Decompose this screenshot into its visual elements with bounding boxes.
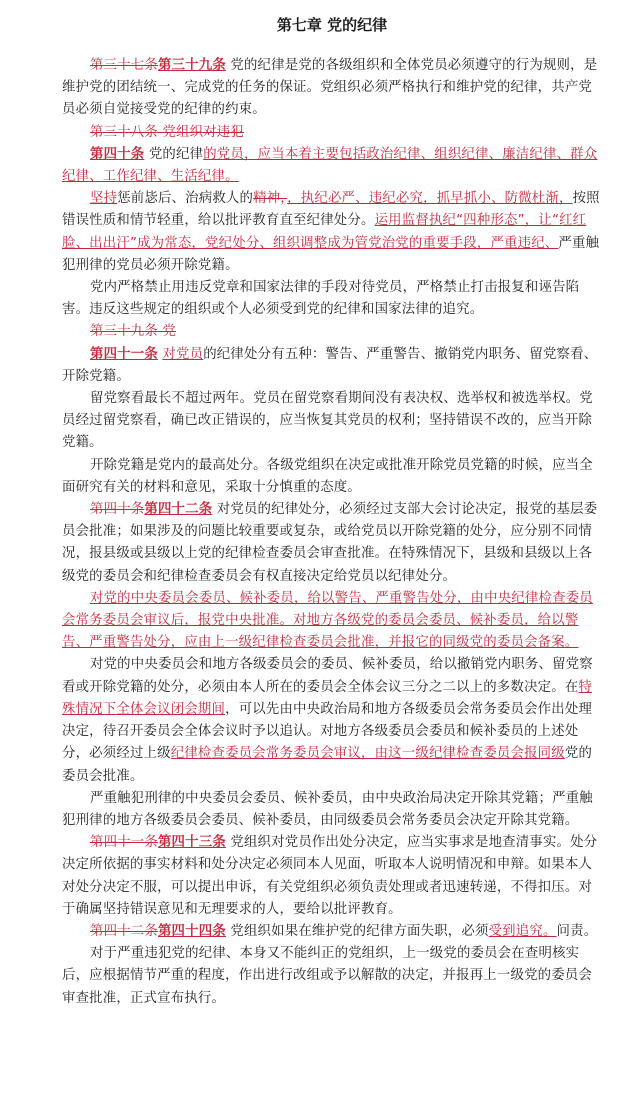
inserted-text: 纪律检查委员会常务委员会审议，由这一级纪律检查委员会报同级: [170, 746, 565, 762]
paragraph: [62, 144, 602, 188]
text-run: 党内严格禁止用违反党章和国家法律的手段对待党员，严格禁止打击报复和诬告陷害。违反这些规定的组织或个人必须受到党的纪律和国家法律的追究。: [62, 280, 580, 318]
text-run: 惩前毖后、治病救人的: [117, 191, 254, 207]
deleted-text: 第三十九条 党: [90, 324, 176, 340]
paragraph: [62, 277, 602, 321]
inserted-text: 对党的中央委员会委员、候补委员，给以警告、严重警告处分，由中央纪律检查委员会常务委员会审议后，报党中央批准。对地方各级党的委员会委员、候补委员，给以警告、严重警告处分，应由上一级纪律检查委员会批准，并报它的同级党的委员会备案。: [62, 590, 593, 651]
inserted-text: 特殊情况下: [62, 679, 593, 717]
paragraph: [62, 588, 602, 655]
text-run: 留党察看最长不超过两年。党员在留党察看期间没有表决权、选举权和被选举权。党员经过留党察看，确已改正错误的，应当恢复其党员的权利；坚持错误不改的，应当开除党籍。: [62, 391, 593, 451]
paragraph: [62, 122, 602, 144]
paragraph: [62, 321, 602, 343]
chapter-title: 第七章 党的纪律: [276, 16, 388, 34]
deleted-text: 第四十条: [90, 502, 145, 518]
paragraph: [62, 788, 602, 832]
text-run: 党组织对党员作出处分决定，应当实事求是地查清事实。处分决定所依据的事实材料和处分决定必须同本人见面，听取本人说明情况和申辩。如果本人对处分决定不服，可以提出申诉，有关党组织必须负责处理或者迅速转递，不得扣压。对于确属坚持错误意见和无理要求的人，要给以批评教育。: [62, 835, 598, 917]
inserted-text: 全体会议闭会期间: [116, 701, 226, 717]
text-run: ，可以先由中央政治局和地方各级委员会常务委员会作出处理决定，待召开委员会全体会议时予以追认。对地方各级委员会委员和候补委员的上述处分，必须经过上级: [62, 701, 593, 762]
deleted-text: 第三十七条: [90, 58, 158, 73]
text-run: 党的纪律是党的各级组织和全体党员必须遵守的行为规则，是维护党的团结统一、完成党的任务的保证。党组织必须严格执行和维护党的纪律，共产党员必须自觉接受党的纪律的约束。: [62, 58, 598, 118]
inserted-text: ，执纪必严、违纪必究，抓早抓小、防微杜渐，: [287, 191, 573, 207]
inserted-text: 第四十四条: [157, 923, 226, 939]
text-run: 党组织如果在维护党的纪律方面失职，必须: [225, 923, 489, 939]
paragraph: [62, 943, 602, 1010]
inserted-text: 受到追究。: [488, 923, 557, 939]
text-run: 对党的中央委员会和地方各级委员会的委员、候补委员，给以撤销党内职务、留党察看或开除党籍的处分，必须由本人所在的委员会全体会议三分之二以上的多数决定。在: [62, 657, 593, 695]
paragraph: [62, 388, 602, 455]
text-run: 党的纪律: [144, 146, 204, 162]
paragraph: [62, 344, 602, 388]
inserted-text: 对党员: [162, 346, 204, 362]
inserted-text: 第四十三条: [157, 835, 226, 851]
deleted-text: 第四十一条: [90, 835, 158, 851]
deleted-text: 第四十二条: [90, 923, 158, 939]
paragraph: [62, 55, 602, 122]
paragraph: [62, 499, 602, 588]
text-run: 的纪律处分有五种：警告、严重警告、撤销党内职务、留党察看、开除党籍。: [62, 346, 598, 384]
text-run: 问责。: [556, 923, 598, 939]
inserted-text: 第四十二条: [144, 502, 213, 518]
paragraph: [62, 654, 602, 787]
inserted-text: 第三十九条: [157, 58, 226, 73]
text-run: 开除党籍是党内的最高处分。各级党组织在决定或批准开除党员党籍的时候，应当全面研究有关的材料和意见，采取十分慎重的态度。: [62, 457, 593, 495]
inserted-text: 运用监督执纪“四种形态”，让“红红脸、出出汗”成为常态，党纪处分、组织调整成为管党治党的重要手段，严重违纪、: [62, 213, 587, 251]
text-run: 严重触犯刑律的党员必须开除党籍。: [62, 235, 600, 273]
paragraph: [62, 455, 602, 499]
text-run: 对于严重违犯党的纪律、本身又不能纠正的党组织，上一级党的委员会在查明核实后，应根据情节严重的程度，作出进行改组或予以解散的决定，并报再上一级党的委员会审查批准，正式宣布执行。: [62, 946, 593, 1006]
document-body: [62, 55, 602, 1010]
text-run: 严重触犯刑律的中央委员会委员、候补委员，由中央政治局决定开除其党籍；严重触犯刑律的地方各级委员会委员、候补委员，由同级委员会常务委员会决定开除其党籍。: [62, 790, 593, 828]
deleted-text: 第三十八条 党组织对违犯: [90, 124, 244, 140]
text-run: 对党员的纪律处分，必须经过支部大会讨论决定，报党的基层委员会批准；如果涉及的问题比较重要或复杂，或给党员以开除党籍的处分，应分别不同情况，报县级或县级以上党的纪律检查委员会审查批准。在特殊情况下，县级和县级以上各级党的委员会和纪律检查委员会有权直接决定给党员以纪律处分。: [62, 502, 598, 584]
text-run: 党的委员会批准。: [62, 746, 593, 784]
paragraph: [62, 832, 602, 921]
paragraph: [62, 921, 602, 943]
deleted-text: 精神，: [253, 191, 288, 207]
inserted-text: 坚持: [90, 191, 118, 207]
inserted-text: 第四十条: [90, 146, 145, 162]
text-run: 按照错误性质和情节轻重，给以批评教育直至纪律处分。: [62, 191, 600, 229]
inserted-text: 第四十一条: [90, 346, 158, 362]
inserted-text: 的党员，应当本着主要包括政治纪律、组织纪律、廉洁纪律、群众纪律、工作纪律、生活纪律。: [62, 146, 598, 185]
paragraph: [62, 188, 602, 277]
